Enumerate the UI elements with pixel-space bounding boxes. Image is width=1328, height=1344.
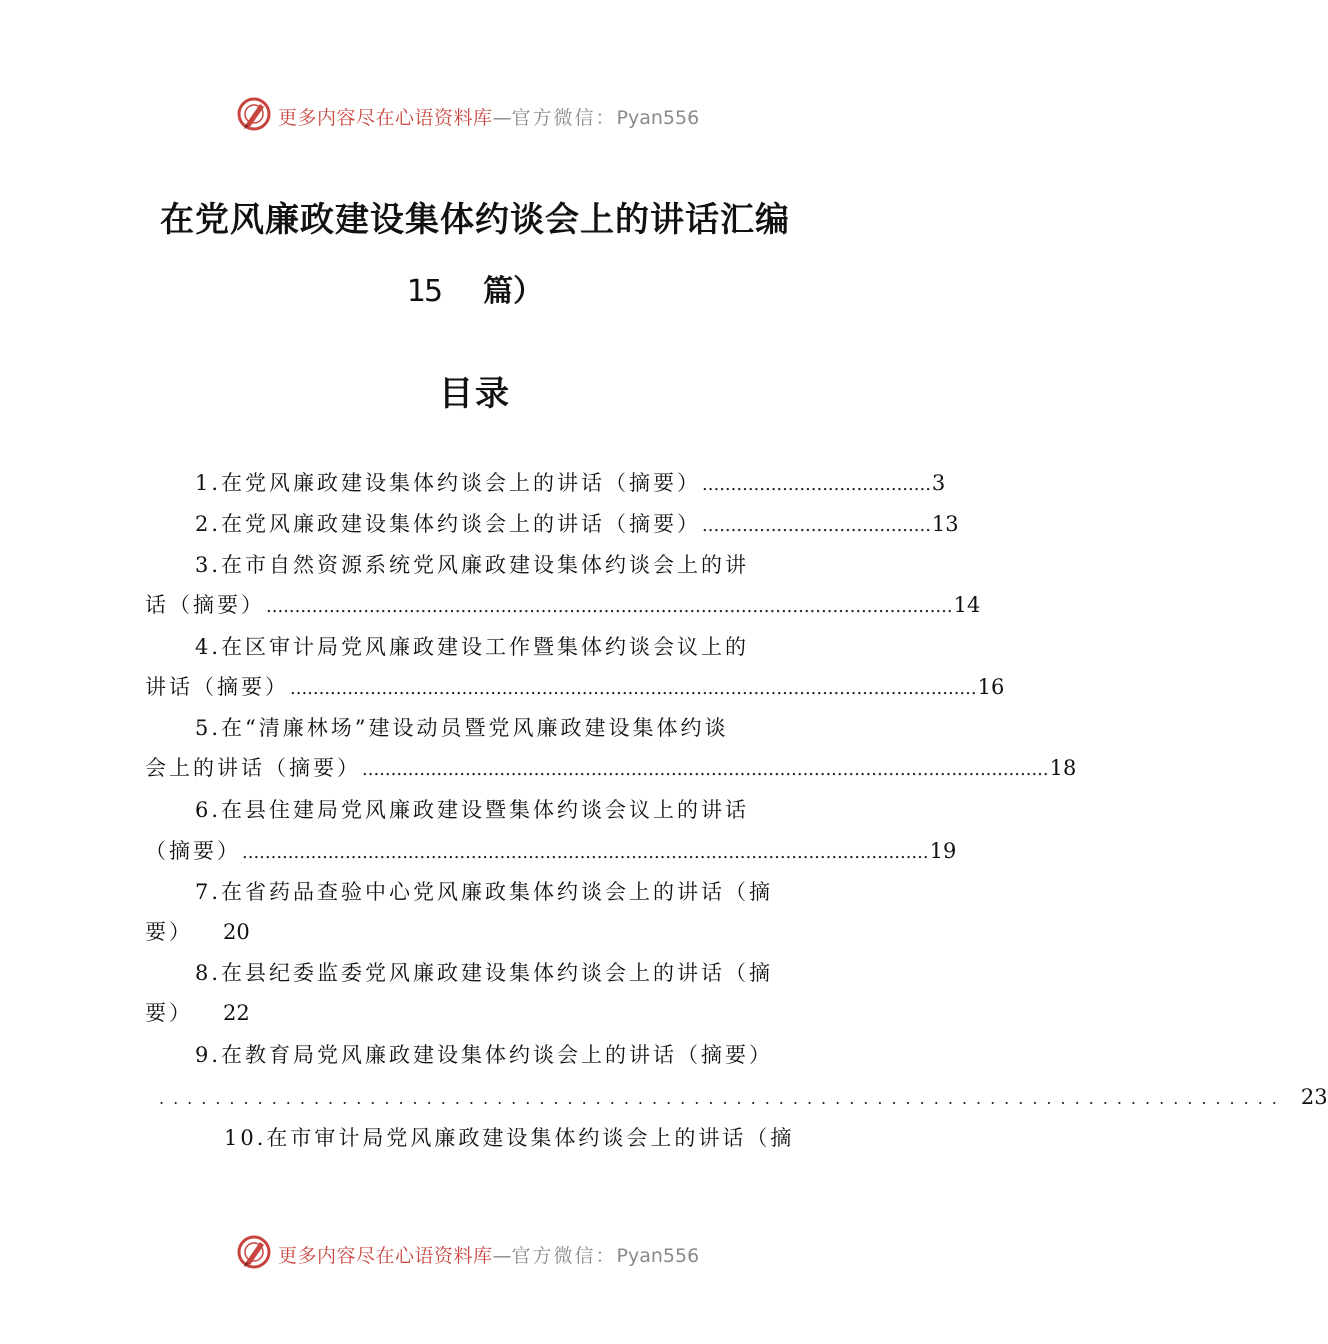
toc-entry-title-cont: 要） xyxy=(145,1001,193,1025)
watermark-slogan: 更多内容尽在心语资料库 xyxy=(278,1245,493,1267)
toc-page-number: 20 xyxy=(223,920,250,944)
toc-entry-6[interactable] xyxy=(195,795,805,825)
toc-page-number: 3 xyxy=(931,471,946,495)
toc-entry-title: 1.在党风廉政建设集体约谈会上的讲话（摘要） xyxy=(195,471,702,495)
watermark-wechat-id: Pyan556 xyxy=(616,107,700,129)
toc-entry-title-cont: 话（摘要） xyxy=(145,593,265,617)
toc-entry-title: 8.在县纪委监委党风廉政建设集体约谈会上的讲话（摘 xyxy=(195,961,774,985)
toc-page-number: 23 xyxy=(1300,1085,1328,1109)
toc-entry-4[interactable] xyxy=(195,632,805,662)
watermark-separator: — xyxy=(492,1245,512,1267)
toc-entry-5[interactable] xyxy=(195,713,805,743)
toc-entry-title-cont: （摘要） xyxy=(145,839,241,863)
watermark-wechat-label: 官方微信： xyxy=(511,107,617,129)
toc-entry-title: 9.在教育局党风廉政建设集体约谈会上的讲话（摘要） xyxy=(195,1043,774,1067)
toc-entry-9[interactable] xyxy=(195,1040,805,1070)
toc-entry-title: 3.在市自然资源系统党风廉政建设集体约谈会上的讲 xyxy=(195,553,750,577)
watermark-separator: — xyxy=(492,107,512,129)
toc-page-number: 16 xyxy=(977,675,1005,699)
toc-leader-dots: ................................................................................ xyxy=(159,1089,1286,1108)
watermark-text xyxy=(278,1241,699,1268)
toc-leader-dots: ........................................................................................................................ xyxy=(362,759,1049,780)
toc-entry-title: 7.在省药品查验中心党风廉政集体约谈会上的讲话（摘 xyxy=(195,880,774,904)
toc-entry-6-cont[interactable] xyxy=(145,836,957,866)
pen-logo-icon xyxy=(236,1234,272,1270)
toc-leader-dots: ........................................................................................................................ xyxy=(242,842,929,863)
toc-entry-10[interactable] xyxy=(224,1123,824,1153)
toc-entry-3-cont[interactable] xyxy=(145,590,981,620)
toc-entry-7-cont[interactable] xyxy=(145,917,805,947)
watermark-wechat-id: Pyan556 xyxy=(616,1245,700,1267)
toc-entry-title: 4.在区审计局党风廉政建设工作暨集体约谈会议上的 xyxy=(195,635,750,659)
toc-leader-dots: ........................................ xyxy=(702,474,931,495)
toc-page-number: 19 xyxy=(929,839,957,863)
toc-entry-4-cont[interactable] xyxy=(145,672,1005,702)
watermark-text xyxy=(278,103,699,130)
toc-entry-title: 5.在“清廉林场”建设动员暨党风廉政建设集体约谈 xyxy=(195,716,729,740)
toc-entry-9-cont[interactable] xyxy=(158,1082,1328,1112)
watermark-banner-bottom xyxy=(0,1232,950,1272)
toc-page-number: 18 xyxy=(1049,756,1077,780)
document-title-line2 xyxy=(0,266,950,310)
toc-entry-8-cont[interactable] xyxy=(145,998,805,1028)
toc-heading: 目录 xyxy=(439,374,511,414)
toc-page-number: 22 xyxy=(223,1001,250,1025)
article-count: 15 xyxy=(406,274,442,309)
watermark-wechat-label: 官方微信： xyxy=(511,1245,617,1267)
watermark-slogan: 更多内容尽在心语资料库 xyxy=(278,107,493,129)
toc-entry-1[interactable] xyxy=(195,468,946,498)
toc-entry-title: 2.在党风廉政建设集体约谈会上的讲话（摘要） xyxy=(195,512,702,536)
toc-entry-7[interactable] xyxy=(195,877,805,907)
toc-entry-8[interactable] xyxy=(195,958,805,988)
document-title: 在党风廉政建设集体约谈会上的讲话汇编 xyxy=(160,200,790,240)
toc-entry-title-cont: 会上的讲话（摘要） xyxy=(145,756,361,780)
toc-entry-3[interactable] xyxy=(195,550,805,580)
toc-entry-2[interactable] xyxy=(195,509,959,539)
toc-entry-title: 6.在县住建局党风廉政建设暨集体约谈会议上的讲话 xyxy=(195,798,750,822)
pen-logo-icon xyxy=(236,96,272,132)
toc-leader-dots: ........................................ xyxy=(702,515,931,536)
toc-entry-5-cont[interactable] xyxy=(145,753,1077,783)
toc-page-number: 13 xyxy=(931,512,959,536)
toc-page-number: 14 xyxy=(953,593,981,617)
toc-entry-title-cont: 讲话（摘要） xyxy=(145,675,289,699)
toc-entry-title: 10.在市审计局党风廉政建设集体约谈会上的讲话（摘 xyxy=(224,1126,795,1150)
toc-leader-dots: ........................................................................................................................ xyxy=(266,596,953,617)
toc-leader-dots: ........................................................................................................................ xyxy=(290,678,977,699)
watermark-banner-top xyxy=(0,94,950,134)
toc-entry-title-cont: 要） xyxy=(145,920,193,944)
title-suffix: 篇） xyxy=(483,274,544,309)
